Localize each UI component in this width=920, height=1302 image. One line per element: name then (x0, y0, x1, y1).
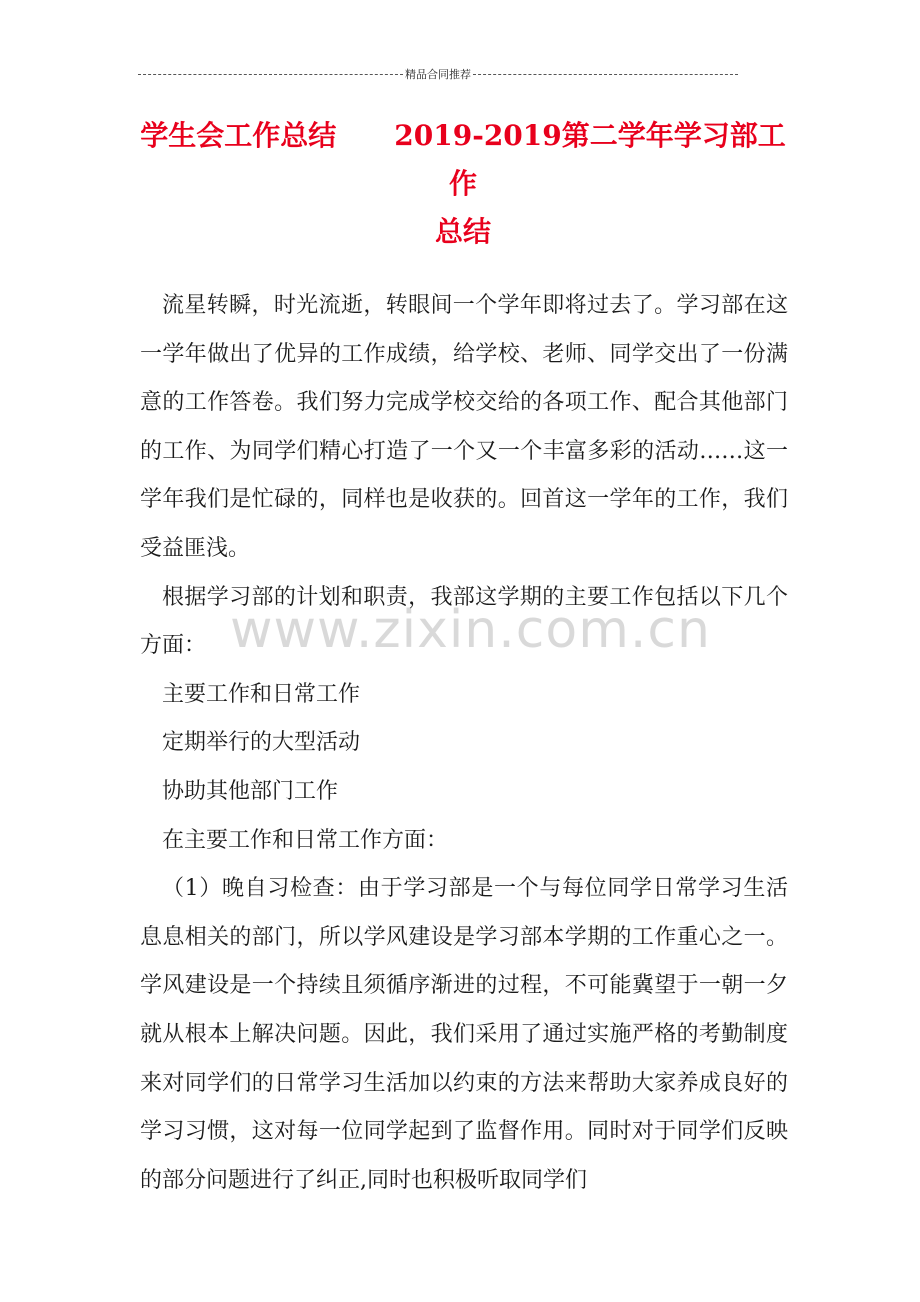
paragraph-evening-study: （1）晚自习检查：由于学习部是一个与每位同学日常学习生活息息相关的部门，所以学风建设是学习部本学期的工作重心之一。学风建设是一个持续且须循序渐进的过程，不可能冀望于一朝一夕就从根本上解决问题。因此，我们采用了通过实施严格的考勤制度来对同学们的日常学习生活加以约束的方法来帮助大家养成良好的学习习惯，这对每一位同学起到了监督作用。同时对于同学们反映的部分问题进行了纠正,同时也积极听取同学们 (140, 876, 788, 1193)
list-item-main-work: 主要工作和日常工作 (162, 681, 361, 707)
page-header (138, 66, 738, 82)
document-body (140, 282, 788, 1205)
header-dash-left (138, 74, 403, 75)
title-part-2: 2019-2019第二学年学习部工作 (394, 119, 786, 200)
header-label: 精品合同推荐 (405, 68, 471, 81)
header-dash-right (473, 74, 738, 75)
title-part-3: 总结 (434, 215, 491, 248)
paragraph-scope: 根据学习部的计划和职责，我部这学期的主要工作包括以下几个方面： (140, 584, 788, 659)
paragraph-intro: 流星转瞬，时光流逝，转眼间一个学年即将过去了。学习部在这一学年做出了优异的工作成绩，给学校、老师、同学交出了一份满意的工作答卷。我们努力完成学校交给的各项工作、配合其他部门的工作、为同学们精心打造了一个又一个丰富多彩的活动……这一学年我们是忙碌的，同样也是收获的。回首这一学年的工作，我们受益匪浅。 (140, 293, 788, 561)
document-title (138, 112, 788, 256)
list-item-activities: 定期举行的大型活动 (162, 730, 361, 756)
paragraph-section-heading: 在主要工作和日常工作方面： (162, 827, 449, 853)
title-part-1: 学生会工作总结 (140, 119, 337, 152)
list-item-assist: 协助其他部门工作 (162, 778, 339, 804)
watermark: www.zixin.com.cn (230, 600, 711, 660)
